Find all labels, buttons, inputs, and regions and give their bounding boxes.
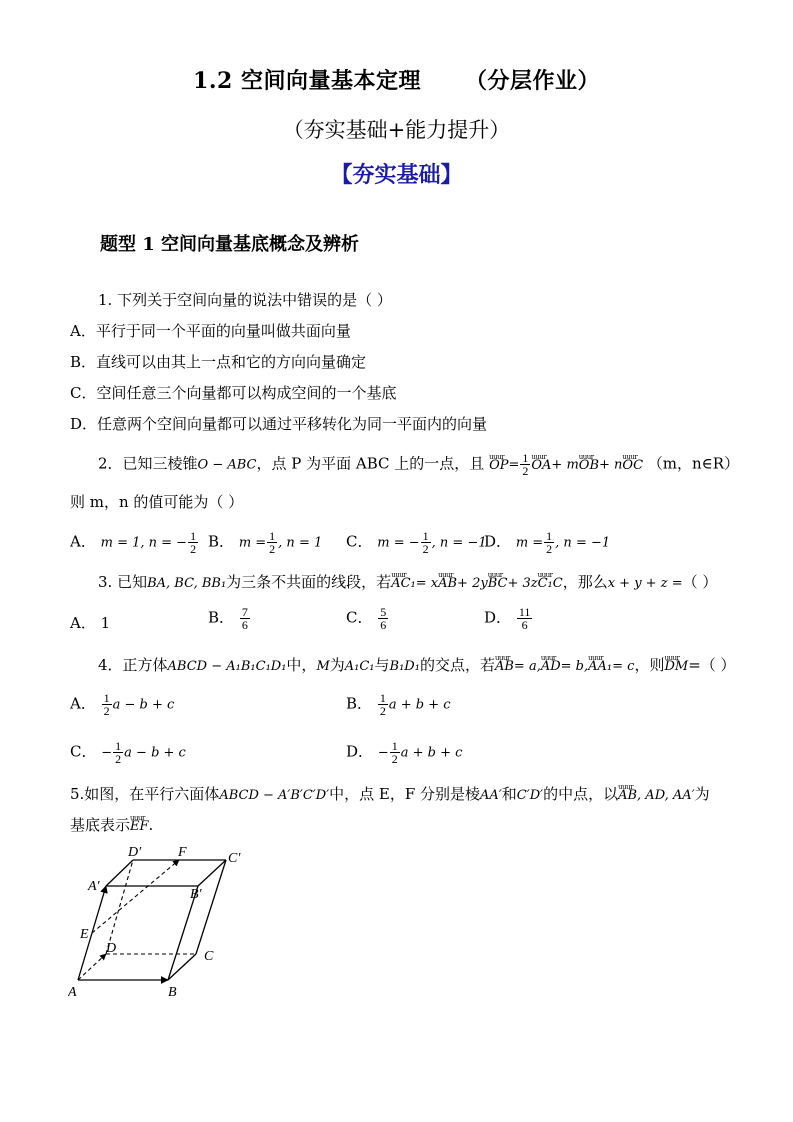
q2-c-text1: m = −	[377, 535, 420, 551]
q4-vec-dm: uuur DM	[664, 657, 688, 677]
q2-b-text1: m =	[238, 535, 267, 551]
q2-eq: =	[508, 457, 520, 473]
q5-edge-aa: AA′	[480, 788, 502, 803]
q2-option-a	[70, 530, 199, 555]
q4-d-frac-den: 2	[391, 752, 398, 766]
page-title	[0, 64, 793, 95]
title-layer: （分层作业）	[464, 68, 600, 94]
q3-eq-1: = x	[415, 576, 439, 591]
q3-eq-2: + 2y	[457, 576, 488, 591]
q3-stem-a: 3. 已知	[98, 573, 148, 591]
q2-d-label: D．	[484, 532, 512, 551]
q4-c-frac-num: 1	[115, 739, 122, 753]
q1-option-b: B．直线可以由其上一点和它的方向向量确定	[70, 353, 367, 371]
q3-stem-b: 为三条不共面的线段，若	[226, 573, 392, 591]
q2-c-frac-num: 1	[422, 529, 429, 543]
q2-d-text2: , n = −1	[555, 535, 611, 551]
label-d: D	[106, 941, 117, 956]
q4-vec-ad: uuur AD	[541, 657, 561, 677]
q2-option-d	[484, 530, 610, 555]
q4-stem-g: =（ ）	[688, 656, 736, 674]
q3-option-a	[70, 612, 110, 633]
q3-vec-ac1: uuur AC₁	[391, 574, 416, 594]
q3-c-frac-num: 5	[380, 605, 387, 619]
label-b: B	[168, 985, 177, 1000]
q2-c-frac	[421, 530, 431, 555]
section-heading: 【夯实基础】	[330, 162, 463, 188]
q4-d-frac	[390, 740, 400, 765]
q4-cube: ABCD − A₁B₁C₁D₁	[167, 659, 287, 674]
q2-condition: （m，n∈R）	[647, 454, 740, 473]
q5-stem-cont	[70, 815, 153, 837]
label-b1: B′	[190, 887, 202, 902]
q4-c-expr: a − b + c	[124, 745, 186, 761]
q4-point-m: M	[316, 659, 330, 674]
title-main: 1.2 空间向量基本定理	[193, 68, 421, 94]
q2-option-b	[208, 530, 322, 555]
q4-b-label: B．	[346, 694, 373, 713]
q2-a-frac	[188, 530, 198, 555]
q4-stem-a: 4．正方体	[98, 656, 168, 674]
q4-eq-c: = c	[612, 659, 635, 674]
q4-d-frac-num: 1	[391, 739, 398, 753]
q3-d-label: D．	[484, 608, 512, 627]
q3-d-frac	[517, 606, 533, 631]
q1-option-a: A．平行于同一个平面的向量叫做共面向量	[70, 322, 351, 340]
q4-a-frac-den: 2	[103, 704, 110, 718]
q4-option-a	[70, 692, 174, 717]
label-a: A	[68, 985, 77, 1000]
q2-stem	[98, 452, 739, 477]
q4-vec-aa1: uuur AA₁	[588, 657, 612, 677]
label-d1: D′	[128, 845, 142, 860]
q5-stem	[70, 784, 710, 806]
q2-b-label: B．	[208, 532, 235, 551]
q1-stem: 1. 下列关于空间向量的说法中错误的是（ ）	[98, 291, 392, 309]
edge-d-d1	[106, 860, 133, 954]
q2-plus-m: + m	[551, 457, 579, 473]
q4-c-sign: −	[101, 745, 113, 761]
q3-c-frac	[378, 606, 388, 631]
q2-a-text: m = 1, n = −	[100, 535, 188, 551]
q2-plus-n: + n	[599, 457, 623, 473]
q2-vec-oa: uuur OA	[531, 456, 551, 476]
q4-eq-a: = a,	[513, 659, 541, 674]
q4-d-sign: −	[377, 745, 389, 761]
q4-c-label: C．	[70, 742, 97, 761]
q4-stem-e: 的交点，若	[419, 656, 495, 674]
q2-d-text1: m =	[515, 535, 544, 551]
q5-solid: ABCD − A′B′C′D′	[219, 788, 330, 803]
q2-half-den: 2	[522, 464, 529, 478]
label-c: C	[204, 949, 214, 964]
q2-c-frac-den: 2	[422, 542, 429, 556]
q2-c-text2: , n = −1	[431, 535, 487, 551]
q3-sum: x + y + z =	[607, 576, 683, 591]
q3-b-frac-num: 7	[241, 605, 248, 619]
q1-option-d: D．任意两个空间向量都可以通过平移转化为同一平面内的向量	[70, 415, 488, 433]
q4-option-b	[346, 692, 450, 717]
label-a1: A′	[88, 879, 100, 894]
q4-a-frac	[102, 692, 112, 717]
q3-d-frac-num: 11	[518, 605, 531, 619]
q4-c-frac	[113, 740, 123, 765]
q2-d-frac	[544, 530, 554, 555]
q3-option-c	[346, 606, 389, 631]
q4-option-d	[346, 740, 462, 765]
q5-stem-c: 和	[501, 785, 517, 803]
q2-a-label: A．	[70, 532, 96, 551]
q4-a-frac-num: 1	[103, 691, 110, 705]
q3-c-frac-den: 6	[380, 618, 387, 632]
q4-b-expr: a + b + c	[388, 697, 451, 713]
q2-stem-b: ，点 P 为平面 ABC 上的一点，且	[256, 454, 485, 473]
q5-stem-a: 5.如图，在平行六面体	[70, 785, 220, 803]
q1-option-c: C．空间任意三个向量都可以构成空间的一个基底	[70, 384, 397, 402]
label-e: E	[80, 927, 89, 942]
q2-b-frac	[267, 530, 277, 555]
q4-b-frac	[378, 692, 388, 717]
q4-option-c	[70, 740, 186, 765]
q2-half	[520, 452, 530, 477]
q3-b-label: B．	[208, 608, 235, 627]
q2-option-c	[346, 530, 487, 555]
q2-half-num: 1	[522, 451, 529, 465]
q2-pyramid: O − ABC	[197, 457, 257, 473]
q4-b1d1: B₁D₁	[389, 659, 420, 674]
question-type-heading: 题型 1 空间向量基底概念及辨析	[100, 234, 360, 255]
q2-stem-cont: 则 m，n 的值可能为（ ）	[70, 493, 244, 511]
q5-vec-ef: uuur EF	[130, 817, 149, 837]
q2-d-frac-den: 2	[546, 542, 553, 556]
q3-c-label: C．	[346, 608, 373, 627]
q3-option-b	[208, 606, 251, 631]
q3-vec-bc: uuur BC	[488, 574, 508, 594]
q2-c-label: C．	[346, 532, 373, 551]
vector-ef	[92, 860, 179, 933]
q2-b-text2: , n = 1	[278, 535, 323, 551]
parallelepiped-figure	[68, 840, 268, 1000]
q3-vec-c1c: uuur C₁C	[538, 574, 563, 594]
q3-stem-c: ，那么	[562, 573, 608, 591]
q4-vec-ab: uuur AB	[495, 657, 514, 677]
q3-b-frac-den: 6	[241, 618, 248, 632]
q3-stem-d: （ ）	[682, 573, 718, 591]
label-c1: C′	[228, 851, 241, 866]
q3-segments: BA, BC, BB₁	[147, 576, 227, 591]
q2-a-frac-den: 2	[190, 542, 197, 556]
q4-stem	[98, 655, 736, 677]
q3-eq-3: + 3z	[507, 576, 538, 591]
q4-b-frac-den: 2	[379, 704, 386, 718]
q2-d-frac-num: 1	[546, 529, 553, 543]
q5-stem-b: 中，点 E，F 分别是棱	[329, 785, 481, 803]
q5-stem-g: .	[148, 816, 154, 834]
q3-b-frac	[240, 606, 250, 631]
q2-vec-op: uuur OP	[489, 456, 508, 476]
q2-vec-oc: uuur OC	[622, 456, 643, 476]
q5-basis: uuur AB, AD, AA′	[618, 786, 695, 806]
q4-stem-b: 中，	[286, 656, 317, 674]
q5-stem-f: 基底表示	[70, 816, 131, 834]
q3-stem	[98, 572, 717, 594]
q4-c-frac-den: 2	[115, 752, 122, 766]
q4-a1c1: A₁C₁	[344, 659, 375, 674]
q4-b-frac-num: 1	[379, 691, 386, 705]
q5-edge-cd: C′D′	[516, 788, 544, 803]
q4-a-expr: a − b + c	[112, 697, 175, 713]
q3-option-d	[484, 606, 533, 631]
q2-stem-a: 2．已知三棱锥	[98, 454, 198, 473]
q2-vec-ob: uuur OB	[579, 456, 599, 476]
q5-stem-d: 的中点，以	[543, 785, 619, 803]
q4-stem-f: ，则	[634, 656, 665, 674]
q3-d-frac-den: 6	[521, 618, 528, 632]
q4-a-label: A．	[70, 694, 96, 713]
q2-b-frac-den: 2	[269, 542, 276, 556]
q2-a-frac-num: 1	[190, 529, 197, 543]
q4-d-expr: a + b + c	[400, 745, 463, 761]
q2-b-frac-num: 1	[269, 529, 276, 543]
q4-d-label: D．	[346, 742, 374, 761]
q3-vec-ab: uuur AB	[438, 574, 457, 594]
q3-a-text: 1	[100, 614, 111, 632]
q4-stem-c: 为	[329, 656, 345, 674]
q4-eq-b: = b,	[560, 659, 589, 674]
q3-a-label: A．	[70, 614, 96, 632]
q4-stem-d: 与	[374, 656, 390, 674]
q5-stem-e: 为	[694, 785, 710, 803]
label-f: F	[178, 845, 187, 860]
page-subtitle: （夯实基础+能力提升）	[282, 118, 511, 142]
